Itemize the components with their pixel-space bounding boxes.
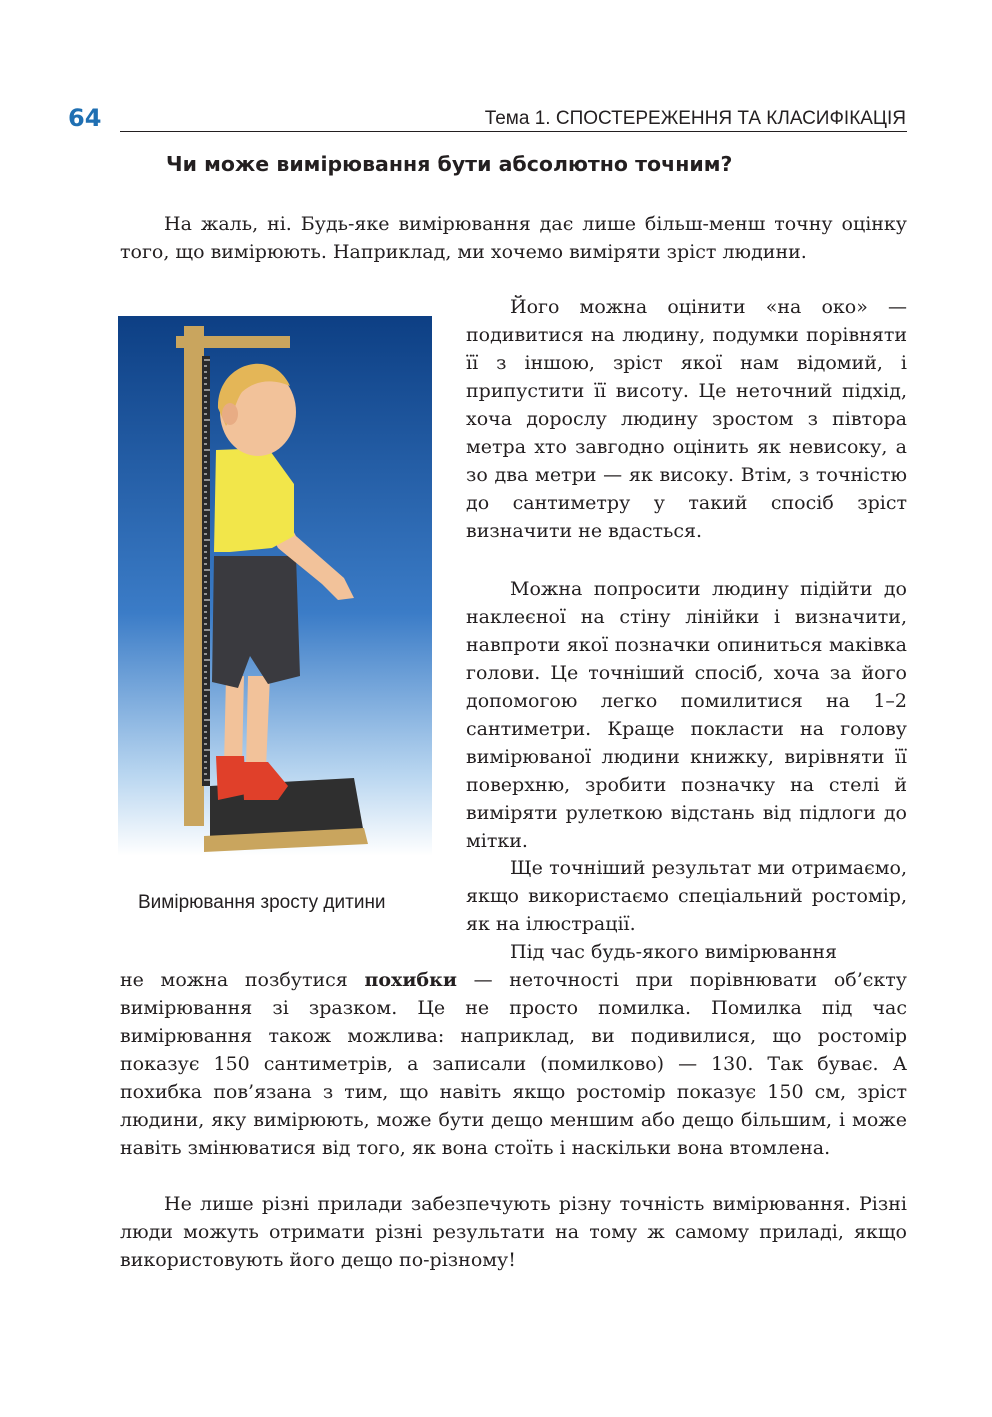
paragraph-4-text-after: — неточності при порівнювати об’єкту вимірювання зі зразком. Це не просто помилка. Помилка під час вимірювання також можлива: наприклад, ви подивилися, що ростомір показує 150 сантиметрів, а записали (помилково) — 130. Так буває. А похибка пов’язана з тим, що навіть якщо ростомір показує 150 см, зріст людини, яку вимірюють, може бути дещо меншим або дещо більшим, і може навіть змінюватися від того, як вона стоїть і наскільки вона втомлена. xyxy=(120,969,907,1159)
child-leg-left xyxy=(224,676,244,766)
stadiometer-headpiece xyxy=(176,336,290,348)
child-leg-right xyxy=(246,676,270,768)
paragraph-4-text-before: не можна позбутися xyxy=(120,969,365,991)
child-sock-left xyxy=(216,756,246,800)
stadiometer-drawing xyxy=(118,316,432,856)
paragraph-2: Можна попросити людину підійти до наклеєної на стіну лінійки і визначити, навпроти якої позначки опиниться маківка голови. Це точніший спосіб, хоча за його допомогою легко помилитися на 1–2 сантиметри. Краще покласти на голову вимірюваної людини книжку, вирівняти її поверхню, зробити позначку на стелі й виміряти рулеткою відстань від підлоги до мітки. xyxy=(466,578,907,852)
paragraph-final: Не лише різні прилади забезпечують різну точність вимірювання. Різні люди можуть отримати різні результати на тому ж самому приладі, якщо використовують його дещо по-різному! xyxy=(120,1193,907,1271)
running-head: Тема 1. СПОСТЕРЕЖЕННЯ ТА КЛАСИФІКАЦІЯ xyxy=(484,108,906,129)
paragraph-1: Його можна оцінити «на око» — подивитися на людину, подумки порівняти її з іншою, зріст якої нам відомий, і припустити її висоту. Це неточний підхід, хоча дорослу людину зростом з півтора метра хто завгодно оцінить як невисоку, а зо два метри — як високу. Втім, з точністю до сантиметру у такий спосіб зріст визначити не вдасться. xyxy=(466,296,907,542)
section-title: Чи може вимірювання бути абсолютно точним? xyxy=(166,152,733,176)
header-rule xyxy=(120,131,907,132)
figure-caption: Вимірювання зросту дитини xyxy=(138,892,386,913)
paragraph-intro: На жаль, ні. Будь-яке вимірювання дає лише більш-менш точну оцінку того, що вимірюють. Наприклад, ми хочемо виміряти зріст людини. xyxy=(120,213,907,263)
paragraph-3: Ще точніший результат ми отримаємо, якщо використаємо спеціальний ростомір, як на ілюстрації. xyxy=(466,857,907,935)
stadiometer-illustration xyxy=(118,316,432,856)
page-header xyxy=(0,0,992,140)
page-number: 64 xyxy=(68,104,102,132)
paragraph-4 xyxy=(120,938,907,1162)
child-ear xyxy=(222,403,238,425)
term-pokhybka: похибки xyxy=(364,969,457,991)
paragraph-4-first-line: Під час будь-якого вимірювання xyxy=(510,941,838,963)
stadiometer-post xyxy=(184,326,204,826)
